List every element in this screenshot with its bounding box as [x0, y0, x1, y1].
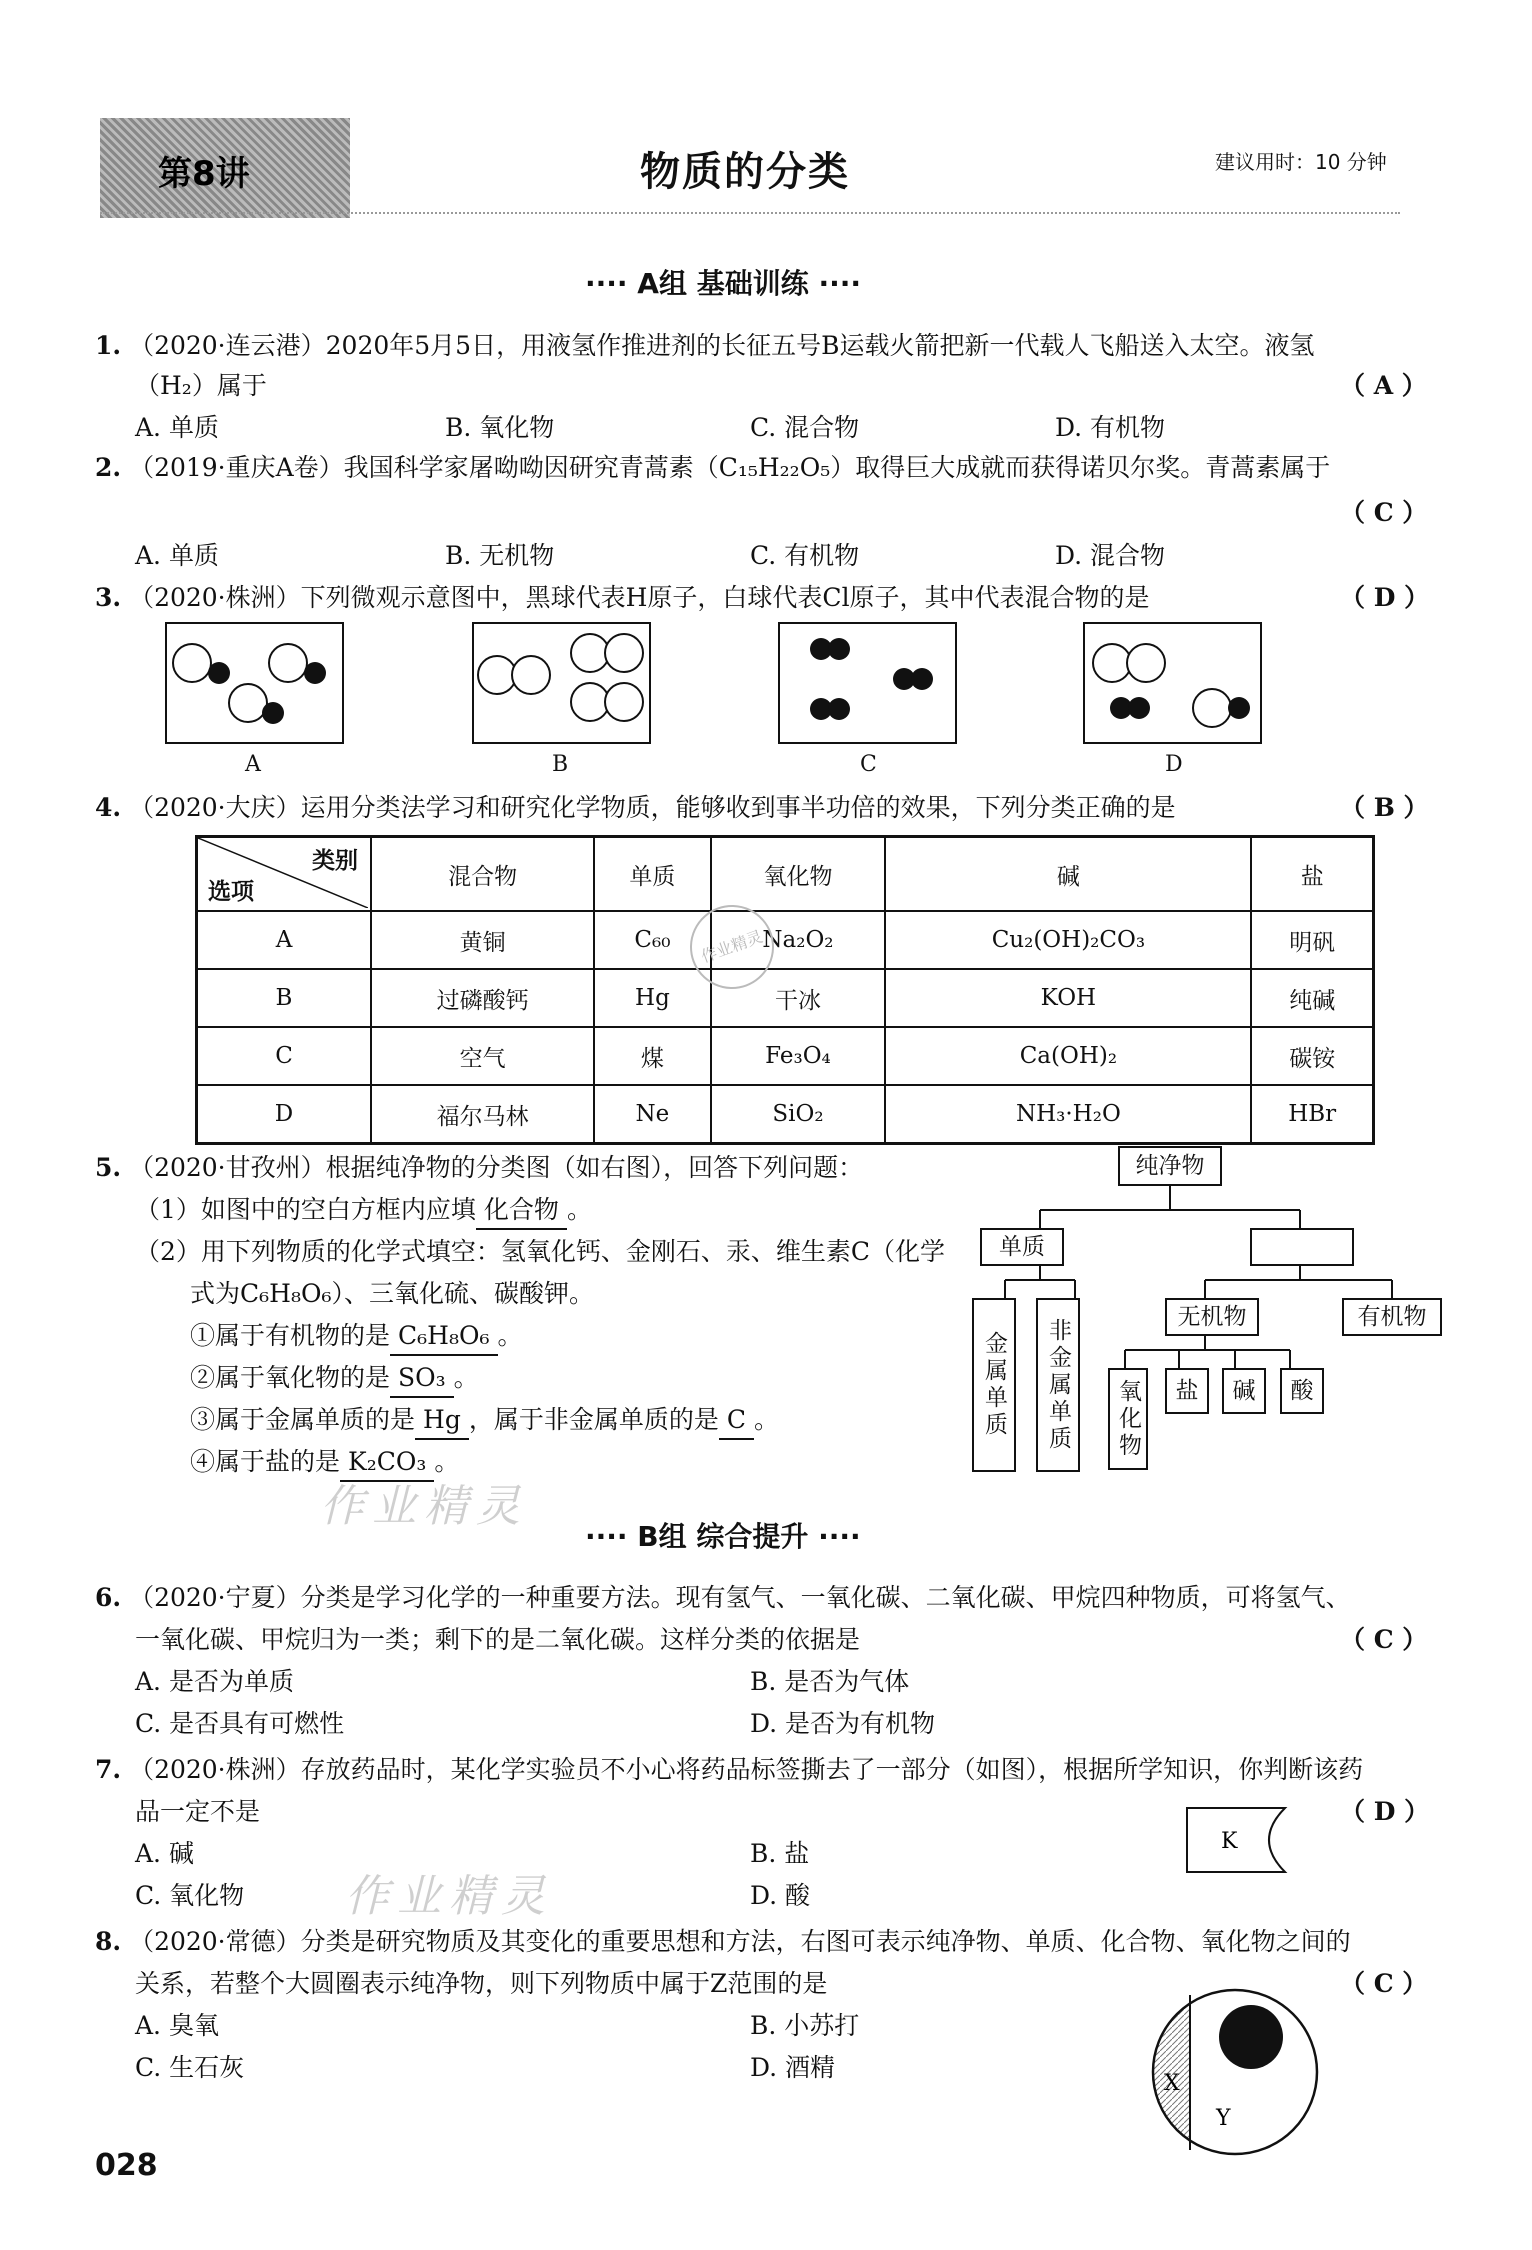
- q6-option-d: D. 是否为有机物: [750, 1709, 936, 1738]
- table-cell: B: [197, 969, 372, 1027]
- table-cell: C: [197, 1027, 372, 1085]
- table-cell: HBr: [1251, 1085, 1373, 1144]
- node-salt: 盐: [1165, 1368, 1209, 1414]
- table-cell: Hg: [594, 969, 710, 1027]
- table-cell: C₆₀: [594, 911, 710, 969]
- q8-option-b: B. 小苏打: [750, 2011, 860, 2040]
- q5-sub2-line2: 式为C₆H₈O₆）、三氧化硫、碳酸钾。: [190, 1279, 594, 1308]
- q4-answer: （ B ）: [1340, 793, 1429, 822]
- q1-answer: （ A ）: [1340, 371, 1427, 400]
- node-acid: 酸: [1280, 1368, 1324, 1414]
- q8-stem: 8. （2020·常德）分类是研究物质及其变化的重要思想和方法，右图可表示纯净物、单质、化合物、氧化物之间的: [95, 1927, 1351, 1956]
- q6-option-a: A. 是否为单质: [135, 1667, 294, 1696]
- header-rule: [100, 212, 1400, 214]
- q5-sub2-line1: （2）用下列物质的化学式填空：氢氧化钙、金刚石、汞、维生素C（化学: [135, 1237, 946, 1266]
- suggested-time: 建议用时：10 分钟: [1215, 150, 1387, 174]
- section-a-title: ···· A组 基础训练 ····: [585, 267, 862, 300]
- q1-option-c: C. 混合物: [750, 413, 860, 442]
- q7-stem-2: 品一定不是: [135, 1797, 261, 1826]
- q2-option-d: D. 混合物: [1055, 541, 1166, 570]
- q2-option-a: A. 单质: [135, 541, 219, 570]
- table-row: [197, 1085, 1374, 1144]
- q1-option-a: A. 单质: [135, 413, 219, 442]
- node-pure-substance: 纯净物: [1118, 1146, 1222, 1186]
- q5-sub1: （1）如图中的空白方框内应填 化合物 。: [135, 1192, 592, 1230]
- q3-label-a: A: [245, 752, 261, 777]
- table-row: [197, 1027, 1374, 1085]
- q7-option-d: D. 酸: [750, 1881, 811, 1910]
- cl-atom: [511, 655, 551, 695]
- lecture-badge: 第8讲: [100, 118, 350, 218]
- cl-atom: [604, 682, 644, 722]
- node-blank: [1250, 1228, 1354, 1266]
- q5-item1: ①属于有机物的是 C₆H₈O₆ 。: [190, 1318, 523, 1356]
- node-metal-element: 金属单质: [972, 1298, 1016, 1472]
- watermark-text: 作业精灵: [345, 1871, 553, 1922]
- cl-atom: [1126, 643, 1166, 683]
- node-element: 单质: [980, 1228, 1064, 1266]
- table-cell: 碳铵: [1251, 1027, 1373, 1085]
- table-cell: KOH: [885, 969, 1251, 1027]
- table-cell: 空气: [371, 1027, 594, 1085]
- q7-option-a: A. 碱: [135, 1839, 194, 1868]
- node-organic: 有机物: [1342, 1298, 1442, 1336]
- table-cell: 纯碱: [1251, 969, 1373, 1027]
- table-cell: Ne: [594, 1085, 710, 1144]
- label-x: X: [1164, 2071, 1180, 2096]
- cl-atom: [172, 643, 212, 683]
- h-atom: [1128, 697, 1150, 719]
- q3-answer: （ D ）: [1340, 583, 1430, 612]
- q8-stem-2: 关系，若整个大圆圈表示纯净物，则下列物质中属于Z范围的是: [135, 1969, 828, 1998]
- q3-label-d: D: [1165, 752, 1183, 777]
- table-cell: SiO₂: [711, 1085, 886, 1144]
- q1-option-b: B. 氧化物: [445, 413, 555, 442]
- table-cell: 明矾: [1251, 911, 1373, 969]
- cl-atom: [268, 643, 308, 683]
- q5-item4: ④属于盐的是 K₂CO₃ 。: [190, 1444, 459, 1482]
- q4-table: [195, 835, 1375, 1145]
- q6-stem: 6. （2020·宁夏）分类是学习化学的一种重要方法。现有氢气、一氧化碳、二氧化碳、甲烷四种物质，可将氢气、: [95, 1583, 1351, 1612]
- node-base: 碱: [1222, 1368, 1266, 1414]
- cl-atom: [1192, 688, 1232, 728]
- q6-stem-2: 一氧化碳、甲烷归为一类；剩下的是二氧化碳。这样分类的依据是: [135, 1625, 861, 1654]
- h-atom: [262, 702, 284, 724]
- node-inorganic: 无机物: [1165, 1298, 1259, 1336]
- table-cell: 过磷酸钙: [371, 969, 594, 1027]
- torn-label-figure: [1185, 1800, 1295, 1880]
- node-oxide: 氧化物: [1108, 1368, 1148, 1470]
- q7-stem: 7. （2020·株洲）存放药品时，某化学实验员不小心将药品标签撕去了一部分（如图），根据所学知识，你判断该药: [95, 1755, 1364, 1784]
- table-cell: A: [197, 911, 372, 969]
- page-title: 物质的分类: [640, 149, 850, 195]
- h-atom: [1228, 697, 1250, 719]
- q2-option-c: C. 有机物: [750, 541, 860, 570]
- node-nonmetal-element: 非金属单质: [1036, 1298, 1080, 1472]
- table-cell: 煤: [594, 1027, 710, 1085]
- q8-option-a: A. 臭氧: [135, 2011, 219, 2040]
- table-cell: Na₂O₂: [711, 911, 886, 969]
- q3-label-c: C: [860, 752, 877, 777]
- q5-item3: ③属于金属单质的是 Hg ，属于非金属单质的是 C 。: [190, 1402, 779, 1440]
- table-cell: 黄铜: [371, 911, 594, 969]
- table-cell: 干冰: [711, 969, 886, 1027]
- stamp-watermark: 作业精灵: [678, 893, 786, 1001]
- q8-option-d: D. 酒精: [750, 2053, 836, 2082]
- table-header-row: [197, 837, 1374, 912]
- table-header: 盐: [1251, 837, 1373, 912]
- h-atom: [828, 698, 850, 720]
- q1-option-d: D. 有机物: [1055, 413, 1166, 442]
- q7-option-b: B. 盐: [750, 1839, 810, 1868]
- table-row: [197, 911, 1374, 969]
- table-header: 碱: [885, 837, 1251, 912]
- watermark-text: 作业精灵: [320, 1481, 528, 1532]
- q2-option-b: B. 无机物: [445, 541, 555, 570]
- q8-option-c: C. 生石灰: [135, 2053, 245, 2082]
- q5-stem: 5. （2020·甘孜州）根据纯净物的分类图（如右图），回答下列问题：: [95, 1153, 864, 1182]
- venn-diagram: [1148, 1985, 1323, 2160]
- cl-atom: [604, 633, 644, 673]
- section-b-title: ···· B组 综合提升 ····: [585, 1520, 861, 1553]
- q7-option-c: C. 氧化物: [135, 1881, 245, 1910]
- table-header: 混合物: [371, 837, 594, 912]
- h-atom: [208, 662, 230, 684]
- table-row: [197, 969, 1374, 1027]
- q6-answer: （ C ）: [1340, 1625, 1428, 1654]
- region-z: [1219, 2005, 1283, 2069]
- torn-label-k: K: [1221, 1829, 1238, 1854]
- q5-item2: ②属于氧化物的是 SO₃ 。: [190, 1360, 479, 1398]
- table-header: 氧化物: [711, 837, 886, 912]
- q3-label-b: B: [552, 752, 569, 777]
- q2-stem: 2. （2019·重庆A卷）我国科学家屠呦呦因研究青蒿素（C₁₅H₂₂O₅）取得巨大成就而获得诺贝尔奖。青蒿素属于: [95, 453, 1331, 482]
- table-cell: NH₃·H₂O: [885, 1085, 1251, 1144]
- h-atom: [304, 662, 326, 684]
- q1-stem-2: （H₂）属于: [135, 371, 267, 400]
- q6-option-c: C. 是否具有可燃性: [135, 1709, 345, 1738]
- q7-answer: （ D ）: [1340, 1797, 1430, 1826]
- table-cell: 福尔马林: [371, 1085, 594, 1144]
- molecule-box: [1083, 622, 1262, 744]
- table-cell: Ca(OH)₂: [885, 1027, 1251, 1085]
- table-cell: D: [197, 1085, 372, 1144]
- q4-stem: 4. （2020·大庆）运用分类法学习和研究化学物质，能够收到事半功倍的效果，下列分类正确的是: [95, 793, 1176, 822]
- q1-stem: 1. （2020·连云港）2020年5月5日，用液氢作推进剂的长征五号B运载火箭把新一代载人飞船送入太空。液氢: [95, 331, 1315, 360]
- page-number: 028: [95, 2148, 158, 2183]
- q6-option-b: B. 是否为气体: [750, 1667, 910, 1696]
- h-atom: [911, 668, 933, 690]
- label-y: Y: [1216, 2106, 1231, 2131]
- table-cell: Fe₃O₄: [711, 1027, 886, 1085]
- q3-stem: 3. （2020·株洲）下列微观示意图中，黑球代表H原子，白球代表Cl原子，其中代表混合物的是: [95, 583, 1150, 612]
- table-header: 单质: [594, 837, 710, 912]
- table-corner-cell: 类别 选项: [197, 837, 372, 912]
- table-cell: Cu₂(OH)₂CO₃: [885, 911, 1251, 969]
- h-atom: [828, 638, 850, 660]
- q8-answer: （ C ）: [1340, 1969, 1428, 1998]
- q2-answer: （ C ）: [1340, 498, 1428, 527]
